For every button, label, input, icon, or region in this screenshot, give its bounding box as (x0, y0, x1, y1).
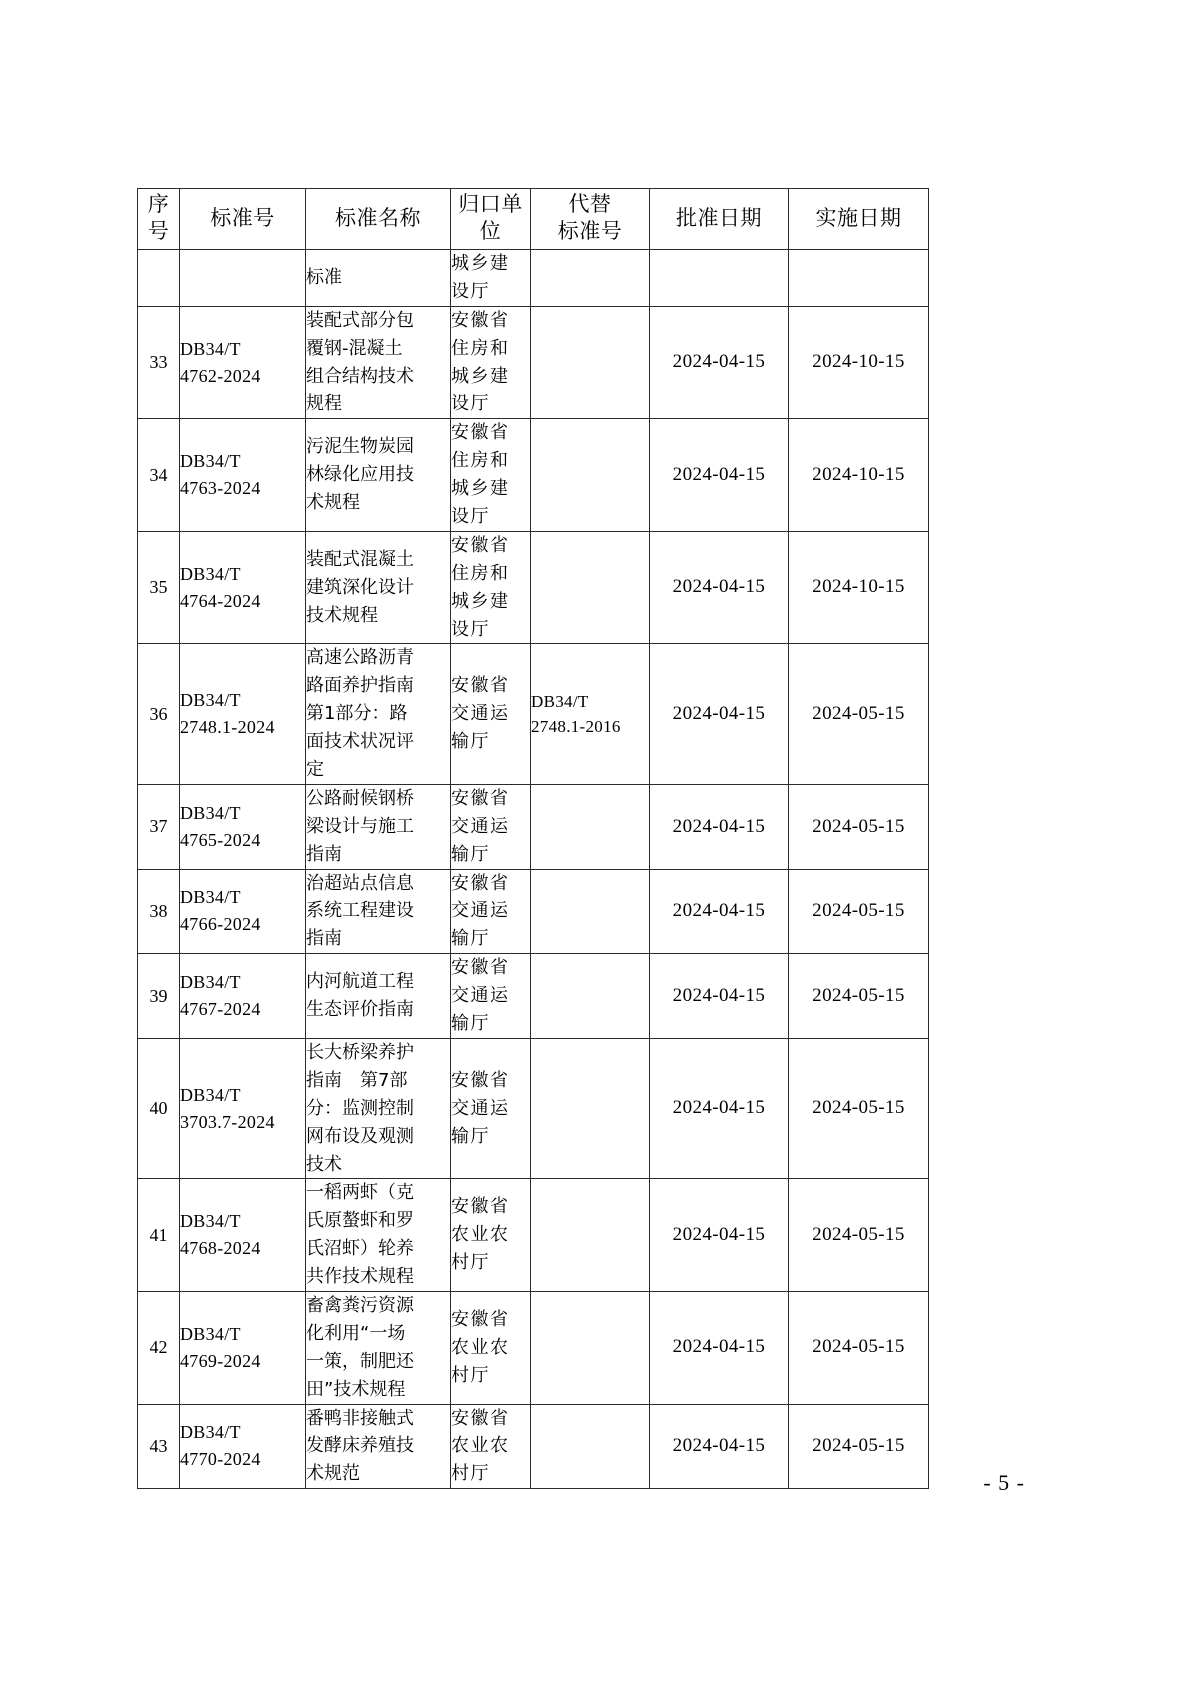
cell-standard-number-line: DB34/T (180, 1211, 241, 1232)
cell-standard-number-line: DB34/T (180, 1084, 241, 1105)
cell-implementation-date: 2024-05-15 (789, 1038, 929, 1178)
cell-governing-unit-line: 交通运 (451, 985, 510, 1007)
cell-standard-name-line: 指南 (306, 843, 342, 865)
column-header-line: 号 (147, 220, 170, 243)
cell-standard-name-line: 林绿化应用技 (306, 464, 414, 486)
cell-standard-name-line: 一策，制肥还 (306, 1350, 414, 1372)
cell-implementation-date: 2024-05-15 (789, 954, 929, 1039)
cell-standard-number-line: DB34/T (180, 887, 241, 908)
column-header-line: 标准号 (557, 220, 623, 243)
cell-standard-number-line: 4768-2024 (180, 1238, 261, 1259)
cell-governing-unit (451, 531, 531, 644)
cell-governing-unit-line: 城乡建 (451, 365, 510, 387)
column-header-line: 位 (479, 220, 502, 243)
cell-governing-unit (451, 644, 531, 784)
column-header-governing-unit (451, 189, 531, 250)
cell-replaced-standard-number-line: 2748.1-2016 (531, 717, 621, 737)
cell-sequence-number: 38 (138, 869, 180, 954)
cell-standard-name-line: 共作技术规程 (306, 1266, 414, 1288)
column-header-standard-name (306, 189, 451, 250)
cell-standard-name (306, 644, 451, 784)
table-row (138, 644, 929, 784)
cell-sequence-number: 35 (138, 531, 180, 644)
cell-governing-unit-line: 安徽省 (451, 787, 510, 809)
cell-governing-unit-line: 输厅 (451, 731, 490, 753)
cell-replaced-standard-number (531, 1291, 650, 1404)
cell-standard-number (180, 784, 306, 869)
cell-sequence-number: 33 (138, 306, 180, 419)
cell-governing-unit (451, 1179, 531, 1292)
cell-standard-number-line: DB34/T (180, 563, 241, 584)
cell-standard-name-line: 指南 (306, 928, 342, 950)
column-header-line: 序 (147, 193, 170, 217)
cell-standard-number (180, 1404, 306, 1489)
cell-governing-unit-line: 安徽省 (451, 1407, 510, 1429)
cell-replaced-standard-number (531, 644, 650, 784)
cell-governing-unit-line: 城乡建 (451, 253, 510, 274)
cell-governing-unit-line: 安徽省 (451, 309, 510, 331)
cell-governing-unit-line: 设厅 (451, 618, 490, 640)
cell-standard-number (180, 1038, 306, 1178)
cell-approval-date: 2024-04-15 (650, 784, 789, 869)
cell-standard-name (306, 784, 451, 869)
cell-governing-unit-line: 村厅 (451, 1252, 490, 1274)
cell-governing-unit (451, 784, 531, 869)
cell-implementation-date: 2024-05-15 (789, 1404, 929, 1489)
cell-replaced-standard-number (531, 784, 650, 869)
cell-governing-unit (451, 306, 531, 419)
cell-standard-number-line: DB34/T (180, 338, 241, 359)
cell-standard-number (180, 531, 306, 644)
cell-standard-number-line: 4763-2024 (180, 478, 261, 499)
cell-standard-name-line: 氏沼虾）轮养 (306, 1238, 414, 1260)
cell-standard-number (180, 869, 306, 954)
cell-governing-unit-line: 安徽省 (451, 1308, 510, 1330)
cell-sequence-number: 42 (138, 1291, 180, 1404)
cell-sequence-number: 41 (138, 1179, 180, 1292)
cell-standard-number-line: 4764-2024 (180, 590, 261, 611)
cell-standard-name-line: 术规程 (306, 492, 360, 514)
cell-sequence-number: 43 (138, 1404, 180, 1489)
cell-standard-name-line: 指南 第7部 (306, 1069, 408, 1091)
cell-standard-name-line: 建筑深化设计 (306, 576, 414, 598)
cell-standard-number (180, 419, 306, 532)
cell-governing-unit-line: 安徽省 (451, 675, 510, 697)
cell-standard-name (306, 250, 451, 307)
cell-standard-number-line: 4766-2024 (180, 914, 261, 935)
cell-standard-name-line: 术规范 (306, 1463, 360, 1485)
cell-standard-name-line: 公路耐候钢桥 (306, 787, 414, 809)
cell-governing-unit-line: 设厅 (451, 506, 490, 528)
cell-sequence-number (138, 250, 180, 307)
cell-standard-number (180, 1179, 306, 1292)
cell-standard-name-line: 技术 (306, 1153, 342, 1175)
column-header-implementation-date (789, 189, 929, 250)
cell-standard-number-line: DB34/T (180, 1323, 241, 1344)
cell-standard-number-line: 4769-2024 (180, 1350, 261, 1371)
cell-standard-number-line: 4765-2024 (180, 829, 261, 850)
cell-standard-name-line: 技术规程 (306, 604, 378, 626)
cell-governing-unit (451, 1038, 531, 1178)
cell-approval-date: 2024-04-15 (650, 419, 789, 532)
cell-approval-date: 2024-04-15 (650, 1404, 789, 1489)
cell-standard-name-line: 组合结构技术 (306, 365, 414, 387)
table-row (138, 784, 929, 869)
cell-approval-date: 2024-04-15 (650, 644, 789, 784)
table-row (138, 869, 929, 954)
cell-standard-name-line: 规程 (306, 393, 342, 415)
column-header-approval-date (650, 189, 789, 250)
cell-standard-number-line: DB34/T (180, 451, 241, 472)
cell-governing-unit-line: 住房和 (451, 337, 510, 359)
cell-replaced-standard-number (531, 419, 650, 532)
table-row (138, 306, 929, 419)
cell-standard-name-line: 番鸭非接触式 (306, 1407, 414, 1429)
cell-standard-name-line: 发酵床养殖技 (306, 1435, 414, 1457)
cell-governing-unit-line: 交通运 (451, 1097, 510, 1119)
cell-standard-name (306, 1038, 451, 1178)
cell-implementation-date: 2024-05-15 (789, 784, 929, 869)
cell-standard-name-line: 氏原螯虾和罗 (306, 1210, 414, 1232)
cell-standard-name (306, 1404, 451, 1489)
cell-governing-unit-line: 安徽省 (451, 1069, 510, 1091)
table-row (138, 1038, 929, 1178)
cell-standard-number (180, 954, 306, 1039)
cell-standard-name-line: 定 (306, 759, 324, 781)
cell-standard-number-line: 4762-2024 (180, 365, 261, 386)
cell-governing-unit-line: 住房和 (451, 562, 510, 584)
cell-standard-name-line: 生态评价指南 (306, 999, 414, 1021)
cell-sequence-number: 39 (138, 954, 180, 1039)
table-row (138, 250, 929, 307)
cell-replaced-standard-number (531, 954, 650, 1039)
cell-standard-name-line: 内河航道工程 (306, 971, 414, 993)
cell-replaced-standard-number (531, 1179, 650, 1292)
cell-standard-name (306, 419, 451, 532)
cell-standard-number-line: 2748.1-2024 (180, 717, 275, 738)
cell-governing-unit-line: 城乡建 (451, 590, 510, 612)
cell-governing-unit-line: 设厅 (451, 280, 490, 302)
cell-governing-unit-line: 设厅 (451, 393, 490, 415)
cell-standard-name-line: 梁设计与施工 (306, 815, 414, 837)
cell-approval-date: 2024-04-15 (650, 1038, 789, 1178)
cell-standard-number-line: 4767-2024 (180, 999, 261, 1020)
cell-implementation-date: 2024-10-15 (789, 531, 929, 644)
column-header-line: 标准名称 (335, 206, 421, 230)
cell-governing-unit (451, 954, 531, 1039)
cell-governing-unit-line: 输厅 (451, 843, 490, 865)
cell-standard-name (306, 869, 451, 954)
cell-replaced-standard-number (531, 1038, 650, 1178)
column-header-replaced-standard-number (531, 189, 650, 250)
cell-replaced-standard-number (531, 1404, 650, 1489)
cell-approval-date: 2024-04-15 (650, 954, 789, 1039)
cell-standard-name-line: 化利用“一场 (306, 1322, 406, 1344)
cell-governing-unit-line: 农业农 (451, 1336, 510, 1358)
cell-governing-unit (451, 1291, 531, 1404)
cell-sequence-number: 34 (138, 419, 180, 532)
cell-standard-number (180, 250, 306, 307)
cell-standard-name-line: 第1部分：路 (306, 703, 408, 725)
cell-approval-date: 2024-04-15 (650, 1291, 789, 1404)
column-header-line: 实施日期 (815, 206, 902, 230)
cell-standard-number (180, 1291, 306, 1404)
cell-standard-name-line: 畜禽粪污资源 (306, 1294, 414, 1316)
cell-approval-date: 2024-04-15 (650, 306, 789, 419)
cell-standard-name-line: 面技术状况评 (306, 731, 414, 753)
table-row (138, 1404, 929, 1489)
table-row (138, 531, 929, 644)
cell-standard-number (180, 306, 306, 419)
cell-standard-name (306, 1291, 451, 1404)
cell-sequence-number: 36 (138, 644, 180, 784)
cell-sequence-number: 37 (138, 784, 180, 869)
cell-implementation-date: 2024-10-15 (789, 419, 929, 532)
cell-implementation-date: 2024-05-15 (789, 1291, 929, 1404)
standards-table-container (137, 188, 928, 1489)
cell-governing-unit-line: 输厅 (451, 928, 490, 950)
cell-standard-name-line: 系统工程建设 (306, 900, 414, 922)
cell-approval-date (650, 250, 789, 307)
cell-replaced-standard-number (531, 531, 650, 644)
cell-standard-name-line: 装配式混凝土 (306, 548, 414, 570)
cell-implementation-date (789, 250, 929, 307)
cell-replaced-standard-number (531, 869, 650, 954)
cell-standard-name-line: 标准 (306, 266, 342, 288)
cell-governing-unit-line: 安徽省 (451, 1196, 510, 1218)
cell-standard-name-line: 一稻两虾（克 (306, 1182, 414, 1204)
cell-standard-name (306, 1179, 451, 1292)
cell-standard-name-line: 覆钢-混凝土 (306, 337, 403, 359)
cell-governing-unit (451, 250, 531, 307)
cell-approval-date: 2024-04-15 (650, 1179, 789, 1292)
cell-governing-unit-line: 交通运 (451, 815, 510, 837)
table-row (138, 1291, 929, 1404)
cell-sequence-number: 40 (138, 1038, 180, 1178)
column-header-seq (138, 189, 180, 250)
cell-replaced-standard-number (531, 306, 650, 419)
cell-replaced-standard-number (531, 250, 650, 307)
table-row (138, 419, 929, 532)
cell-replaced-standard-number-line: DB34/T (531, 691, 589, 711)
cell-standard-name-line: 分：监测控制 (306, 1097, 414, 1119)
column-header-line: 代替 (568, 193, 612, 217)
cell-approval-date: 2024-04-15 (650, 869, 789, 954)
cell-governing-unit-line: 住房和 (451, 450, 510, 472)
cell-standard-name (306, 531, 451, 644)
cell-standard-name (306, 954, 451, 1039)
standards-table (137, 188, 929, 1489)
cell-governing-unit (451, 869, 531, 954)
page-number: - 5 - (983, 1470, 1025, 1495)
cell-implementation-date: 2024-05-15 (789, 869, 929, 954)
cell-standard-number-line: DB34/T (180, 1422, 241, 1443)
cell-standard-name-line: 装配式部分包 (306, 309, 414, 331)
cell-implementation-date: 2024-05-15 (789, 644, 929, 784)
cell-governing-unit-line: 交通运 (451, 703, 510, 725)
cell-standard-name-line: 田”技术规程 (306, 1378, 406, 1400)
cell-standard-number-line: DB34/T (180, 690, 241, 711)
cell-standard-name-line: 污泥生物炭园 (306, 436, 414, 458)
column-header-standard-number (180, 189, 306, 250)
table-row (138, 1179, 929, 1292)
cell-governing-unit-line: 安徽省 (451, 957, 510, 979)
cell-standard-name-line: 高速公路沥青 (306, 647, 414, 669)
cell-standard-name-line: 路面养护指南 (306, 675, 414, 697)
cell-standard-name-line: 治超站点信息 (306, 872, 414, 894)
cell-governing-unit-line: 交通运 (451, 900, 510, 922)
cell-governing-unit-line: 安徽省 (451, 422, 510, 444)
cell-governing-unit-line: 农业农 (451, 1435, 510, 1457)
cell-governing-unit-line: 安徽省 (451, 534, 510, 556)
cell-governing-unit-line: 城乡建 (451, 478, 510, 500)
table-row (138, 954, 929, 1039)
cell-standard-number-line: 4770-2024 (180, 1449, 261, 1470)
cell-governing-unit-line: 输厅 (451, 1013, 490, 1035)
cell-governing-unit-line: 村厅 (451, 1463, 490, 1485)
table-header (138, 189, 929, 250)
cell-standard-number-line: DB34/T (180, 972, 241, 993)
cell-standard-name (306, 306, 451, 419)
cell-governing-unit-line: 农业农 (451, 1224, 510, 1246)
cell-standard-number (180, 644, 306, 784)
cell-governing-unit-line: 村厅 (451, 1364, 490, 1386)
cell-governing-unit (451, 419, 531, 532)
cell-governing-unit (451, 1404, 531, 1489)
table-header-row (138, 189, 929, 250)
cell-implementation-date: 2024-10-15 (789, 306, 929, 419)
cell-governing-unit-line: 输厅 (451, 1125, 490, 1147)
column-header-line: 标准号 (210, 206, 275, 230)
table-body (138, 250, 929, 1489)
column-header-line: 归口单 (458, 193, 523, 217)
cell-governing-unit-line: 安徽省 (451, 872, 510, 894)
cell-standard-number-line: 3703.7-2024 (180, 1111, 275, 1132)
cell-approval-date: 2024-04-15 (650, 531, 789, 644)
cell-implementation-date: 2024-05-15 (789, 1179, 929, 1292)
cell-standard-name-line: 长大桥梁养护 (306, 1041, 414, 1063)
column-header-line: 批准日期 (676, 206, 762, 230)
cell-standard-name-line: 网布设及观测 (306, 1125, 414, 1147)
cell-standard-number-line: DB34/T (180, 802, 241, 823)
